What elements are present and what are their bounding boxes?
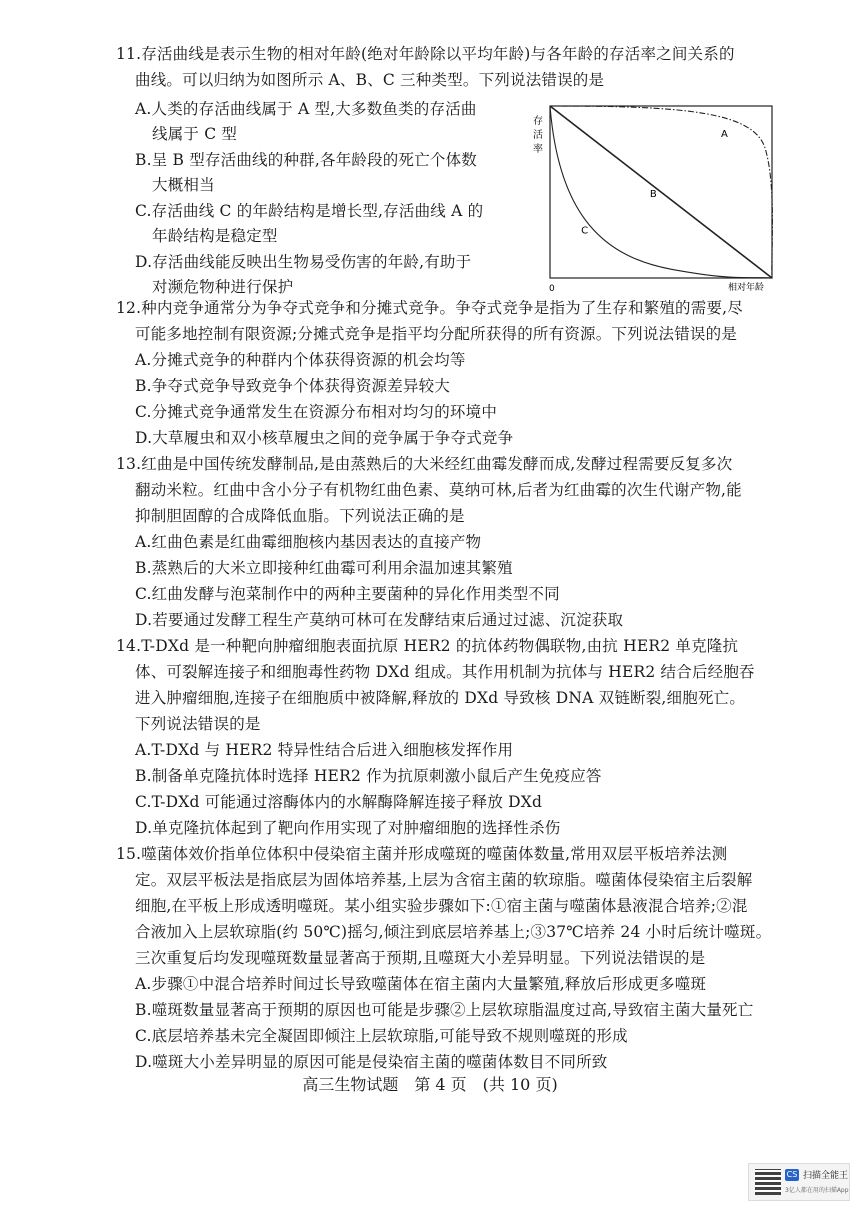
camscanner-name: 扫描全能王 [803,1171,849,1181]
chart-ylabel-char2: 活 [533,130,543,141]
q11-stem-line1: 11.存活曲线是表示生物的相对年龄(绝对年龄除以平均年龄)与各年龄的存活率之间关系的 [116,45,735,63]
q11-stem-line2: 曲线。可以归纳为如图所示 A、B、C 三种类型。下列说法错误的是 [135,71,605,89]
q15-stem-line3: 细胞,在平板上形成透明噬斑。某小组实验步骤如下:①宿主菌与噬菌体悬液混合培养;②混 [135,897,748,915]
q15-option-d: D.噬斑大小差异明显的原因可能是侵染宿主菌的噬菌体数目不同所致 [135,1053,608,1071]
q15-stem-line4: 合液加入上层软琼脂(约 50℃)摇匀,倾注到底层培养基上;③37℃培养 24 小时后统计噬斑。 [135,923,772,941]
q14-stem-line1: 14.T-DXd 是一种靶向肿瘤细胞表面抗原 HER2 的抗体药物偶联物,由抗 HER2 单克隆抗 [116,637,739,655]
q11-option-c-line2: 年龄结构是稳定型 [152,227,278,245]
q11-option-a-line1: A.人类的存活曲线属于 A 型,大多数鱼类的存活曲 [135,100,477,118]
q14-stem-line4: 下列说法错误的是 [135,715,261,733]
q15-stem-line5: 三次重复后均发现噬斑数量显著高于预期,且噬斑大小差异明显。下列说法错误的是 [135,949,706,967]
q12-stem-line2: 可能多地控制有限资源;分摊式竞争是指平均分配所获得的所有资源。下列说法错误的是 [135,325,738,343]
q11-option-b-line1: B.呈 B 型存活曲线的种群,各年龄段的死亡个体数 [135,151,477,169]
q14-option-c: C.T-DXd 可能通过溶酶体内的水解酶降解连接子释放 DXd [135,793,543,811]
camscanner-logo: CS [786,1170,798,1179]
series-a-label: A [720,128,728,140]
q14-option-d: D.单克隆抗体起到了靶向作用实现了对肿瘤细胞的选择性杀伤 [135,819,561,837]
q14-stem-line3: 进入肿瘤细胞,连接子在细胞质中被降解,释放的 DXd 导致核 DNA 双链断裂,细胞死亡。 [135,689,746,707]
chart-origin-label: 0 [549,284,555,294]
q12-option-c: C.分摊式竞争通常发生在资源分布相对均匀的环境中 [135,403,498,421]
q15-option-c: C.底层培养基未完全凝固即倾注上层软琼脂,可能导致不规则噬斑的形成 [135,1027,628,1045]
q11-option-d-line1: D.存活曲线能反映出生物易受伤害的年龄,有助于 [135,253,472,271]
q15-option-a: A.步骤①中混合培养时间过长导致噬菌体在宿主菌内大量繁殖,释放后形成更多噬斑 [135,975,707,993]
q15-stem-line2: 定。双层平板法是指底层为固体培养基,上层为含宿主菌的软琼脂。噬菌体侵染宿主后裂解 [135,871,753,889]
q13-stem-line1: 13.红曲是中国传统发酵制品,是由蒸熟后的大米经红曲霉发酵而成,发酵过程需要反复多次 [116,455,733,473]
survival-curve-chart [525,104,775,294]
page-footer: 高三生物试题 第 4 页 (共 10 页) [302,1075,558,1094]
q14-option-a: A.T-DXd 与 HER2 特异性结合后进入细胞核发挥作用 [135,741,514,759]
q14-option-b: B.制备单克隆抗体时选择 HER2 作为抗原刺激小鼠后产生免疫应答 [135,767,602,785]
q13-stem-line2: 翻动米粒。红曲中含小分子有机物红曲色素、莫纳可林,后者为红曲霉的次生代谢产物,能 [135,481,742,499]
q15-option-b: B.噬斑数量显著高于预期的原因也可能是步骤②上层软琼脂温度过高,导致宿主菌大量死亡 [135,1001,754,1019]
q13-option-a: A.红曲色素是红曲霉细胞核内基因表达的直接产物 [135,533,482,551]
chart-xlabel: 相对年龄 [728,283,765,293]
camscanner-tagline: 3亿人都在用的扫描App [785,1187,849,1194]
q13-option-d: D.若要通过发酵工程生产莫纳可林可在发酵结束后通过过滤、沉淀获取 [135,611,624,629]
scanner-watermark [748,1163,850,1201]
q12-stem-line1: 12.种内竞争通常分为争夺式竞争和分摊式竞争。争夺式竞争是指为了生存和繁殖的需要,尽 [116,299,743,317]
q15-stem-line1: 15.噬菌体效价指单位体积中侵染宿主菌并形成噬斑的噬菌体数量,常用双层平板培养法测 [116,845,728,863]
q11-option-a-line2: 线属于 C 型 [152,125,238,143]
q12-option-b: B.争夺式竞争导致竞争个体获得资源差异较大 [135,377,451,395]
chart-ylabel-char3: 率 [533,144,543,155]
q13-stem-line3: 抑制胆固醇的合成降低血脂。下列说法正确的是 [135,507,465,525]
q12-option-d: D.大草履虫和双小核草履虫之间的竞争属于争夺式竞争 [135,429,514,447]
chart-series-group [550,106,772,278]
q11-option-b-line2: 大概相当 [152,176,215,194]
q11-option-c-line1: C.存活曲线 C 的年龄结构是增长型,存活曲线 A 的 [135,202,484,220]
qr-code-icon [755,1169,781,1195]
q13-option-c: C.红曲发酵与泡菜制作中的两种主要菌种的异化作用类型不同 [135,585,560,603]
q11-option-d-line2: 对濒危物种进行保护 [152,278,294,296]
series-c-label: C [581,225,589,237]
series-b-line [550,106,772,278]
series-b-label: B [649,189,657,201]
q14-stem-line2: 体、可裂解连接子和细胞毒性药物 DXd 组成。其作用机制为抗体与 HER2 结合后经胞吞 [135,663,755,681]
q12-option-a: A.分摊式竞争的种群内个体获得资源的机会均等 [135,351,466,369]
q13-option-b: B.蒸熟后的大米立即接种红曲霉可利用余温加速其繁殖 [135,559,513,577]
chart-ylabel-char1: 存 [533,116,543,127]
